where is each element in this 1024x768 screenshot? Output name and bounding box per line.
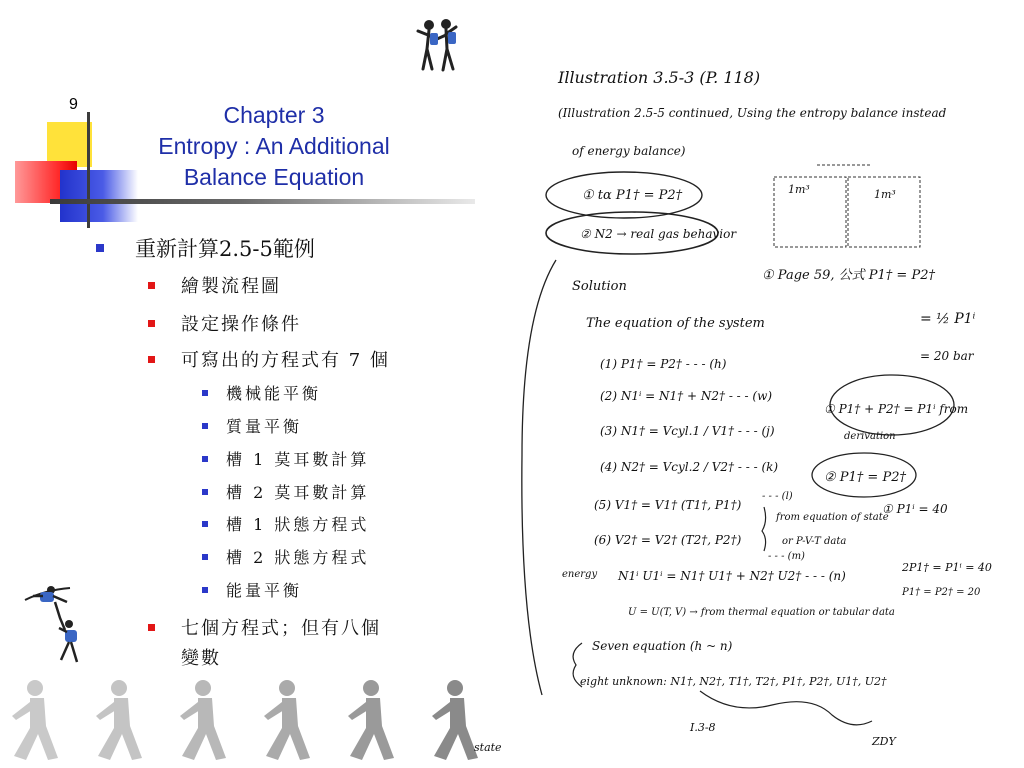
list-item <box>148 346 390 372</box>
bullet-square-icon <box>202 554 208 560</box>
notes-subheading-2: of energy balance) <box>572 144 686 158</box>
outline-level3-text: 能量平衡 <box>226 581 303 600</box>
eq-2: (2) N1ⁱ = N1† + N2† - - - (w) <box>600 389 773 403</box>
side-fraction: = ½ P1ⁱ <box>920 311 976 327</box>
eq-3: (3) N1† = Vcyl.1 / V1† - - - (j) <box>600 424 775 438</box>
outline-level2-text: 繪製流程圖 <box>181 276 281 297</box>
bullet-square-icon <box>202 423 208 429</box>
notes-heading: Illustration 3.5-3 (P. 118) <box>558 68 761 87</box>
page-ref: I.3-8 <box>690 721 716 734</box>
outline-level2-text: 七個方程式；但有八個 <box>181 618 381 639</box>
eq-6: (6) V2† = V2† (T2†, P2†) <box>594 533 742 547</box>
internal-energy-eq: U = U(T, V) → from thermal equation or tabular data <box>628 607 895 618</box>
list-item <box>148 272 281 298</box>
bullet-square-icon <box>148 356 155 363</box>
list-item <box>202 414 302 437</box>
slide-number: 9 <box>69 96 78 113</box>
bullet-square-icon <box>202 489 208 495</box>
outline-level3-text: 槽 2 莫耳數計算 <box>226 483 370 502</box>
decor-blue-bar <box>60 170 138 222</box>
energy-eq: N1ⁱ U1ⁱ = N1† U1† + N2† U2† - - - (n) <box>618 569 846 583</box>
eq-5: (5) V1† = V1† (T1†, P1†) <box>594 498 742 512</box>
side-note-a2: derivation <box>844 431 896 442</box>
outline-level1-text: 重新計算2.5-5範例 <box>135 237 315 261</box>
state-note-2: or P-V-T data <box>782 536 847 547</box>
side-page-ref: ① Page 59, 公式 P1† = P2† <box>762 268 935 283</box>
eq-4: (4) N2† = Vcyl.2 / V2† - - - (k) <box>600 460 779 474</box>
decor-vertical-line <box>87 112 90 228</box>
bullet-square-icon <box>148 282 155 289</box>
seven-equations: Seven equation (h ~ n) <box>592 639 733 653</box>
title-line-3: Balance Equation <box>183 164 365 190</box>
condition-2: ② N2 → real gas behavior <box>580 227 737 241</box>
eight-unknowns: eight unknown: N1†, N2†, T1†, T2†, P1†, P2†, U1†, U2† <box>580 675 887 688</box>
outline-level3-text: 機械能平衡 <box>226 384 322 403</box>
bullet-square-icon <box>148 624 155 631</box>
outline-level3-text: 槽 2 狀態方程式 <box>226 548 370 567</box>
title-line-1: Chapter 3 <box>223 102 325 128</box>
climbing-people-clipart <box>15 582 85 672</box>
outline-level2-text: 可寫出的方程式有 7 個 <box>181 350 390 371</box>
eq-5-tag: - - - (l) <box>762 491 793 502</box>
notes-subheading-1: (Illustration 2.5-5 continued, Using the entropy balance instead <box>558 106 947 120</box>
side-note-e: P1† = P2† = 20 <box>902 587 981 598</box>
outline-level3-text: 質量平衡 <box>226 417 303 436</box>
running-figures-clipart <box>0 676 480 768</box>
bullet-square-icon <box>202 390 208 396</box>
outline-level2-continuation: 變數 <box>181 648 221 669</box>
list-item <box>202 578 302 601</box>
system-line: The equation of the system <box>586 316 765 331</box>
eq-6-tag: - - - (m) <box>768 551 805 562</box>
list-item <box>148 310 301 336</box>
side-note-c: ① P1ⁱ = 40 <box>882 502 948 516</box>
bullet-square-icon <box>202 587 208 593</box>
bullet-square-icon <box>148 320 155 327</box>
side-bar: = 20 bar <box>920 349 974 363</box>
list-item <box>96 233 315 263</box>
two-people-clipart <box>413 17 463 75</box>
list-item <box>202 447 369 470</box>
bullet-square-icon <box>96 244 104 252</box>
outline-level3-text: 槽 1 狀態方程式 <box>226 515 370 534</box>
outline-level2-text: 設定操作條件 <box>181 314 301 335</box>
tank-2-label: 1m³ <box>874 188 896 201</box>
solution-label: Solution <box>572 279 627 294</box>
energy-label: energy <box>562 569 598 580</box>
state-word: state <box>474 741 502 754</box>
list-item <box>202 381 321 404</box>
list-item <box>202 545 369 568</box>
eq-1: (1) P1† = P2† - - - (h) <box>600 357 727 371</box>
bullet-square-icon <box>202 456 208 462</box>
condition-1: ① tα P1† = P2† <box>582 188 683 203</box>
signature: ZDY <box>872 735 896 748</box>
tank-sketch <box>774 165 920 247</box>
state-note-1: from equation of state <box>776 512 889 523</box>
title-line-2: Entropy : An Additional <box>158 133 390 159</box>
side-note-b: ② P1† = P2† <box>824 470 906 485</box>
bullet-square-icon <box>202 521 208 527</box>
slide-title <box>140 100 408 193</box>
side-note-a: ① P1† + P2† = P1ⁱ from <box>824 402 969 416</box>
decor-horizontal-line <box>50 199 475 204</box>
side-note-d: 2P1† = P1ⁱ = 40 <box>902 561 992 574</box>
list-item <box>202 480 369 503</box>
list-item <box>148 614 381 640</box>
handwritten-notes <box>472 55 1020 765</box>
tank-1-label: 1m³ <box>788 183 810 196</box>
outline-level3-text: 槽 1 莫耳數計算 <box>226 450 370 469</box>
list-item <box>202 512 369 535</box>
